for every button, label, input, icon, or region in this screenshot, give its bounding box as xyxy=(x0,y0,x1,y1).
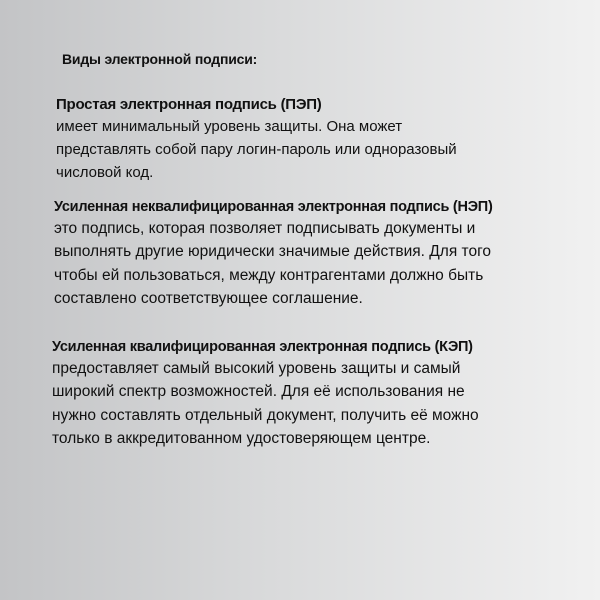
section-text-line: числовой код. xyxy=(56,164,154,181)
section-kep xyxy=(52,337,572,450)
section-text-line: только в аккредитованном удостоверяющем центре. xyxy=(52,429,431,447)
section-title: Усиленная квалифицированная электронная подпись (КЭП) xyxy=(52,339,473,355)
section-text-line: это подпись, которая позволяет подписывать документы и xyxy=(54,220,476,237)
section-text-line: предоставляет самый высокий уровень защиты и самый xyxy=(52,360,461,377)
section-text-line: представлять собой пару логин-пароль или одноразовый xyxy=(56,141,457,158)
section-nep xyxy=(54,197,574,310)
section-text-line: выполнять другие юридически значимые действия. Для того xyxy=(54,243,491,261)
section-text-line: составлено соответствующее соглашение. xyxy=(54,289,363,307)
section-text-line: чтобы ей пользоваться, между контрагентами должно быть xyxy=(54,266,484,284)
section-pep xyxy=(56,95,576,184)
section-text-line: нужно составлять отдельный документ, получить её можно xyxy=(52,406,479,424)
section-text-line: имеет минимальный уровень защиты. Она может xyxy=(56,118,403,135)
section-text-line: широкий спектр возможностей. Для её использования не xyxy=(52,383,465,401)
page-heading: Виды электронной подписи: xyxy=(62,51,258,67)
section-title: Простая электронная подпись (ПЭП) xyxy=(56,96,322,113)
section-title: Усиленная неквалифицированная электронная подпись (НЭП) xyxy=(54,199,493,215)
